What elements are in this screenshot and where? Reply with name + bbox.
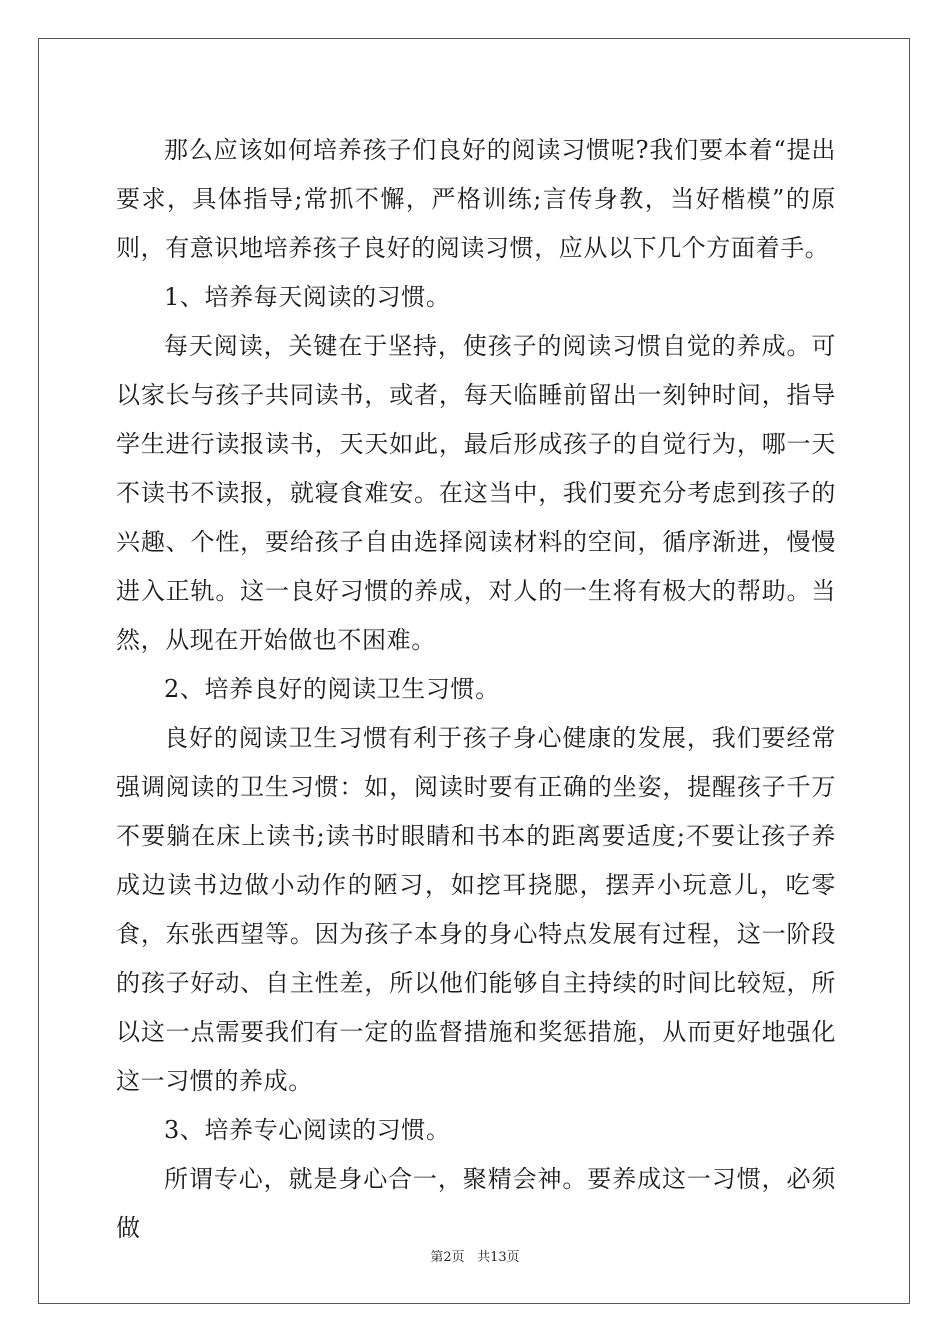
paragraph-focused-reading: 所谓专心，就是身心合一，聚精会神。要养成这一习惯，必须做 [116,1165,836,1242]
page-number: 第2页 [430,1250,465,1265]
page-total: 共13页 [477,1250,520,1265]
heading-reading-hygiene: 2、培养良好的阅读卫生习惯。 [164,675,500,703]
heading-focused-reading: 3、培养专心阅读的习惯。 [164,1116,451,1144]
paragraph-daily-reading: 每天阅读，关键在于坚持，使孩子的阅读习惯自觉的养成。可以家长与孩子共同读书，或者，每天临睡前留出一刻钟时间，指导学生进行读报读书，天天如此，最后形成孩子的自觉行为，哪一天不读书不读报，就寝食难安。在这当中，我们要充分考虑到孩子的兴趣、个性，要给孩子自由选择阅读材料的空间，循序渐进，慢慢进入正轨。这一良好习惯的养成，对人的一生将有极大的帮助。当然，从现在开始做也不困难。 [116,332,836,654]
page-footer [0,1246,950,1265]
document-body [116,126,836,1253]
paragraph-reading-hygiene: 良好的阅读卫生习惯有利于孩子身心健康的发展，我们要经常强调阅读的卫生习惯：如，阅读时要有正确的坐姿，提醒孩子千万不要躺在床上读书;读书时眼睛和书本的距离要适度;不要让孩子养成边读书边做小动作的陋习，如挖耳挠腮，摆弄小玩意儿，吃零食，东张西望等。因为孩子本身的身心特点发展有过程，这一阶段的孩子好动、自主性差，所以他们能够自主持续的时间比较短，所以这一点需要我们有一定的监督措施和奖惩措施，从而更好地强化这一习惯的养成。 [116,724,836,1095]
heading-daily-reading: 1、培养每天阅读的习惯。 [164,283,451,311]
paragraph-intro: 那么应该如何培养孩子们良好的阅读习惯呢?我们要本着“提出要求，具体指导;常抓不懈，严格训练;言传身教，当好楷模”的原则，有意识地培养孩子良好的阅读习惯，应从以下几个方面着手。 [116,136,836,262]
